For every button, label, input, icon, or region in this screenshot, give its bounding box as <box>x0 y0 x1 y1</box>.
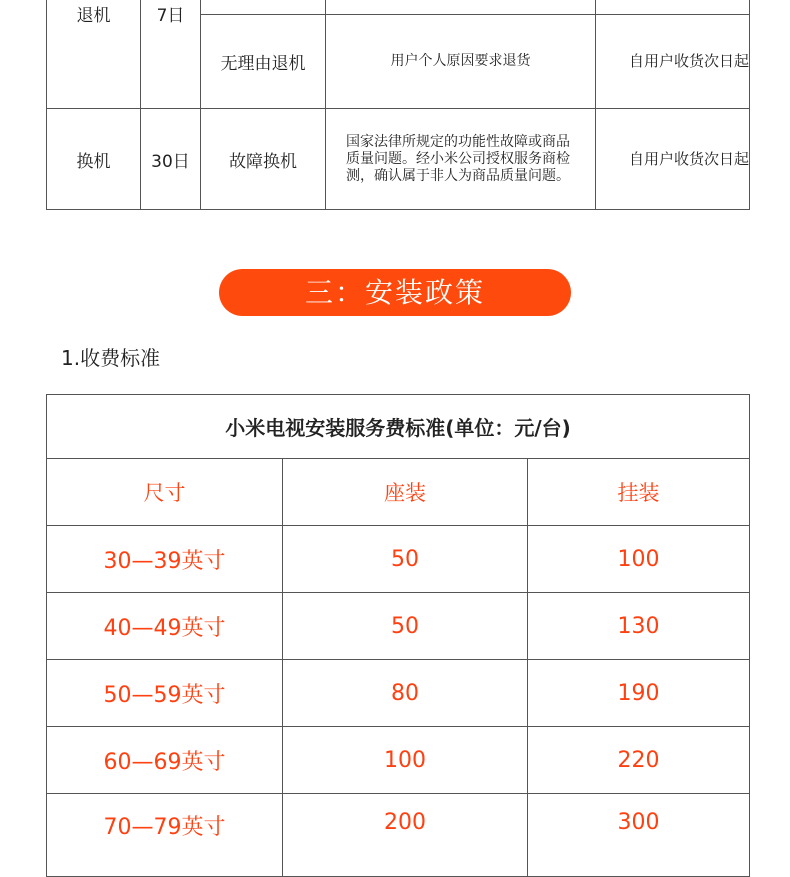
policy-row-top <box>47 0 750 15</box>
exchange-type-cell: 换机 <box>47 109 141 210</box>
reason-cell: 无理由退机 <box>201 15 326 109</box>
header-seat-mount: 座装 <box>283 459 528 526</box>
header-size: 尺寸 <box>47 459 283 526</box>
table-row <box>47 727 750 794</box>
table-row <box>47 794 750 877</box>
description-cell: 用户个人原因要求退货 <box>326 15 596 109</box>
return-policy-table <box>46 0 750 210</box>
fee-title-row <box>47 395 750 459</box>
seat-fee-cell: 50 <box>283 593 528 660</box>
seat-fee-cell: 80 <box>283 660 528 727</box>
fee-header-row <box>47 459 750 526</box>
header-wall-mount: 挂装 <box>528 459 750 526</box>
time-cell: 自用户收货次日起 <box>596 15 750 109</box>
policy-row-exchange <box>47 109 750 210</box>
seat-fee-cell: 50 <box>283 526 528 593</box>
size-cell: 70—79英寸 <box>47 794 283 877</box>
fee-standard-heading: 1.收费标准 <box>61 346 161 370</box>
size-cell: 50—59英寸 <box>47 660 283 727</box>
wall-fee-cell: 100 <box>528 526 750 593</box>
size-cell: 60—69英寸 <box>47 727 283 794</box>
seat-fee-cell: 100 <box>283 727 528 794</box>
seat-fee-cell: 200 <box>283 794 528 877</box>
table-row <box>47 593 750 660</box>
exchange-days-cell: 30日 <box>141 109 201 210</box>
time-cell: 自用户收货次日起 <box>596 109 750 210</box>
fee-table-title: 小米电视安装服务费标准(单位：元/台) <box>47 395 750 459</box>
blank-cell <box>201 0 326 15</box>
reason-cell: 故障换机 <box>201 109 326 210</box>
wall-fee-cell: 220 <box>528 727 750 794</box>
install-policy-banner: 三：安装政策 <box>219 269 571 316</box>
return-type-cell: 退机 <box>47 0 141 109</box>
wall-fee-cell: 300 <box>528 794 750 877</box>
table-row <box>47 660 750 727</box>
table-row <box>47 526 750 593</box>
description-cell: 国家法律所规定的功能性故障或商品质量问题。经小米公司授权服务商检测，确认属于非人为商品质量问题。 <box>326 109 596 210</box>
return-days-cell: 7日 <box>141 0 201 109</box>
blank-cell <box>596 0 750 15</box>
install-fee-table <box>46 394 750 877</box>
wall-fee-cell: 130 <box>528 593 750 660</box>
size-cell: 30—39英寸 <box>47 526 283 593</box>
size-cell: 40—49英寸 <box>47 593 283 660</box>
wall-fee-cell: 190 <box>528 660 750 727</box>
blank-cell <box>326 0 596 15</box>
